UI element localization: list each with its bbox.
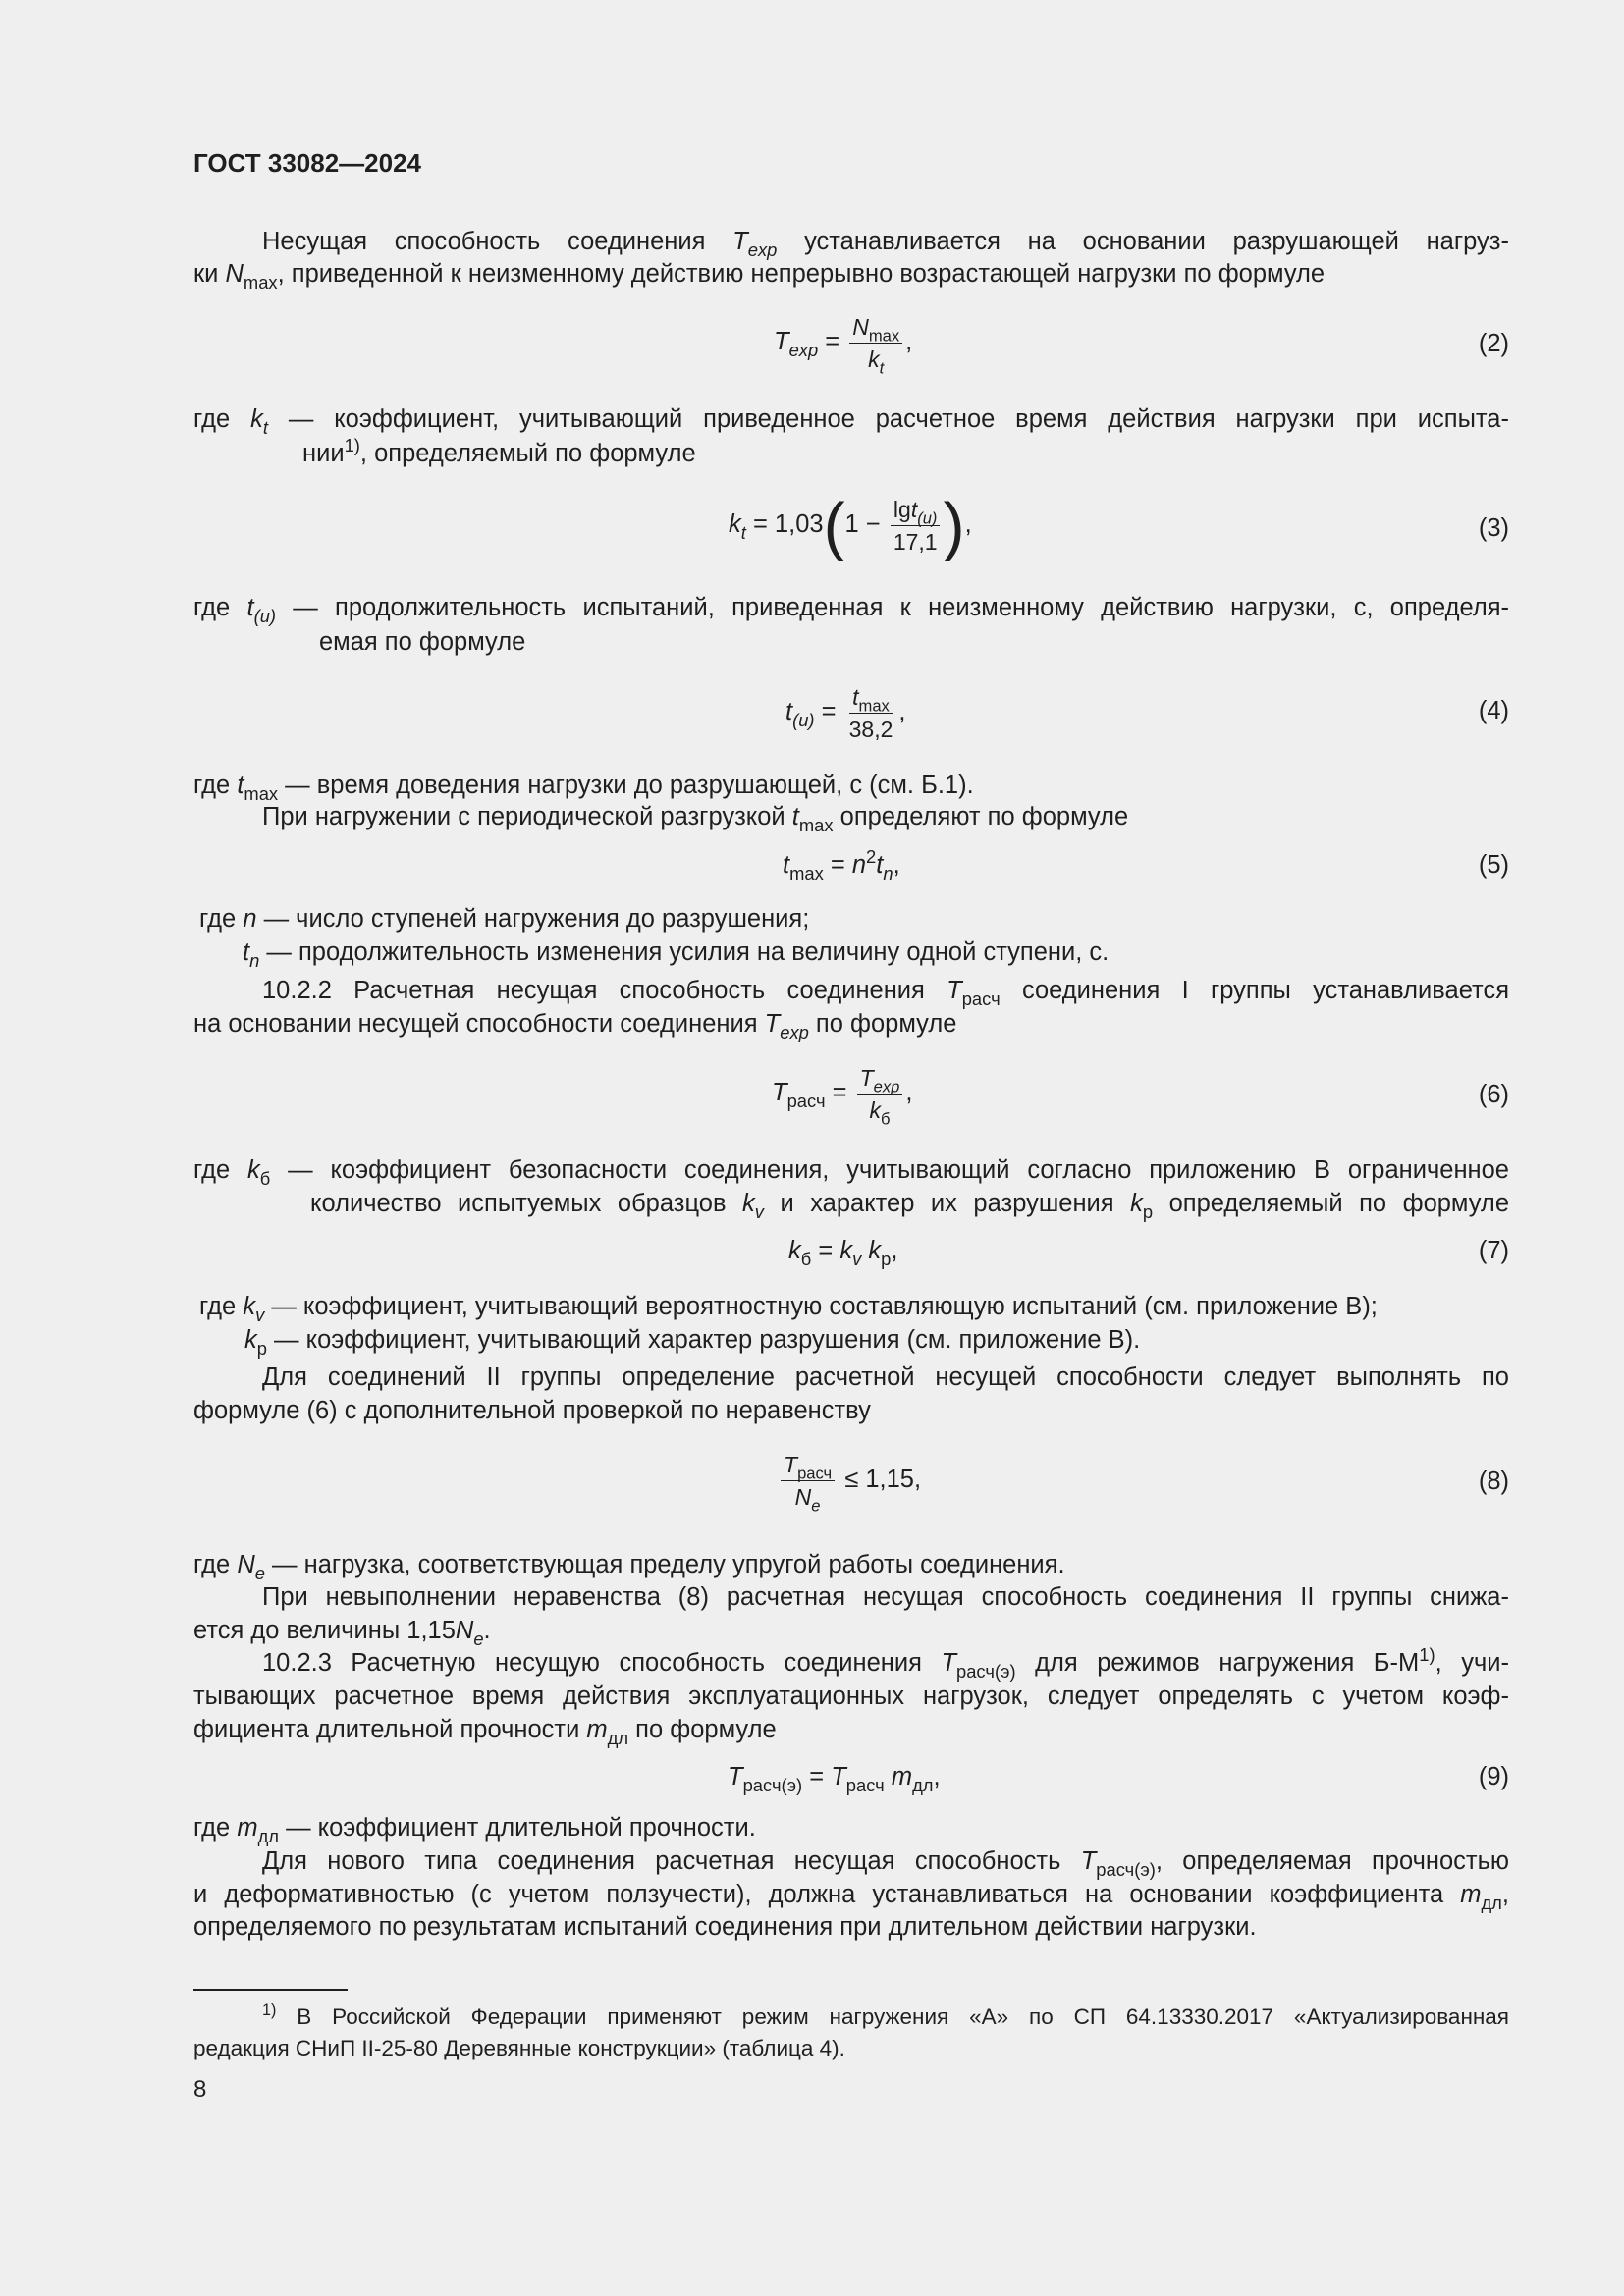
equation-4: $t_{(u)}$ = $\frac{t_{max}}{38,2}$ , [785, 683, 906, 742]
where-kp: $k_р$ — коэффициент, учитывающий характер разрушения (см. приложение В). [244, 1326, 1141, 1359]
equation-number-5: (5) [1478, 851, 1509, 879]
equation-6: $T_{расч}$ = $\frac{T_{exp}}{k_б}$ , [772, 1064, 913, 1129]
section-10-2-3-line-2: тывающих расчетное время действия эксплуатационных нагрузок, следует определять с учетом коэф- [193, 1682, 1509, 1710]
paragraph-group-2-line-1: Для соединений II группы определение расчетной несущей способности следует выполнять по [262, 1363, 1509, 1391]
equation-number-4: (4) [1478, 697, 1509, 724]
equation-5: $t_{max} = n^2t_n$, [783, 845, 900, 883]
where-tmax: где $t_{max}$ — время доведения нагрузки до разрушающей, с (см. Б.1). [193, 772, 974, 804]
footnote-line-2: редакция СНиП II-25-80 Деревянные конструкции» (таблица 4). [193, 2036, 845, 2060]
section-10-2-3-line-3: фициента длительной прочности $m_{дл}$ по формуле [193, 1716, 777, 1748]
document-header: ГОСТ 33082—2024 [193, 148, 421, 178]
equation-2: $T_{exp}$ = $\frac{N_{max}}{k_t}$ , [774, 313, 913, 378]
equation-number-9: (9) [1478, 1763, 1509, 1790]
equation-number-3: (3) [1478, 514, 1509, 542]
equation-8: $\frac{T_{расч}}{N_e}$ ≤ 1,15, [778, 1445, 921, 1514]
page-number: 8 [193, 2076, 207, 2103]
equation-number-2: (2) [1478, 330, 1509, 357]
equation-number-8: (8) [1478, 1468, 1509, 1495]
equation-9: $T_{расч(э)} = T_{расч}$ $m_{дл}$, [728, 1763, 941, 1795]
where-tu-line-1: где $t_{(u)}$ — продолжительность испытаний, приведенная к неизменному действию нагрузки, с, определя- [193, 594, 1509, 626]
where-kv: где $k_v$ — коэффициент, учитывающий вероятностную составляющую испытаний (см. приложение В); [199, 1293, 1378, 1325]
section-10-2-3-line-1: 10.2.3 Расчетную несущую способность соединения $T_{расч(э)}$ для режимов нагружения $Б-М^{1)}$, учи- [262, 1643, 1509, 1682]
paragraph-periodic: При нагружении с периодической разгрузкой $t_{max}$ определяют по формуле [262, 803, 1129, 835]
where-kb-line-1: где $k_б$ — коэффициент безопасности соединения, учитывающий согласно приложению В ограниченное [193, 1156, 1509, 1189]
where-mdl: где $m_{дл}$ — коэффициент длительной прочности. [193, 1814, 756, 1846]
where-tn: $t_n$ — продолжительность изменения усилия на величину одной ступени, с. [243, 938, 1110, 971]
paragraph-new-type-line-2: и деформативностью (с учетом ползучести), должна устанавливаться на основании коэффициента $m_{дл}$, [193, 1881, 1509, 1913]
paragraph-group-2-line-2: формуле (6) с дополнительной проверкой по неравенству [193, 1397, 871, 1424]
where-kt-line-2: нии$^{1)}$, определяемый по формуле [302, 434, 696, 467]
where-tu-line-2: емая по формуле [319, 628, 526, 656]
where-kb-line-2: количество испытуемых образцов $k_v$ и характер их разрушения $k_р$ определяемый по формуле [310, 1190, 1509, 1222]
equation-number-7: (7) [1478, 1237, 1509, 1264]
where-ne: где $N_e$ — нагрузка, соответствующая пределу упругой работы соединения. [193, 1551, 1065, 1583]
equation-3: $k_t = 1,03(1$ − $\frac{\lg t_{(u)}}{17,1}$ ), [729, 489, 972, 562]
where-kt-line-1: где $k_t$ — коэффициент, учитывающий приведенное расчетное время действия нагрузки при испыта- [193, 405, 1509, 438]
footnote-divider [193, 1989, 348, 1991]
paragraph-1-line-1: Несущая способность соединения $T_{exp}$ устанавливается на основании разрушающей нагруз- [262, 228, 1509, 260]
section-10-2-2-line-1: 10.2.2 Расчетная несущая способность соединения $T_{расч}$ соединения I группы устанавливается [262, 977, 1509, 1009]
paragraph-1-line-2: ки $N_{max}$, приведенной к неизменному действию непрерывно возрастающей нагрузки по формуле [193, 260, 1326, 293]
equation-number-6: (6) [1478, 1081, 1509, 1108]
paragraph-inequality-line-1: При невыполнении неравенства (8) расчетная несущая способность соединения II группы снижа- [262, 1583, 1509, 1611]
paragraph-inequality-line-2: ется до величины $1,15N_e$. [193, 1617, 491, 1649]
section-10-2-2-line-2: на основании несущей способности соединения $T_{exp}$ по формуле [193, 1010, 957, 1042]
paragraph-new-type-line-3: определяемого по результатам испытаний соединения при длительном действии нагрузки. [193, 1913, 1257, 1941]
equation-7: $k_б = k_v$ $k_р$, [788, 1237, 898, 1269]
where-n: где n — число ступеней нагружения до разрушения; [199, 905, 810, 933]
paragraph-new-type-line-1: Для нового типа соединения расчетная несущая способность $T_{расч(э)}$, определяемая прочностью [262, 1847, 1510, 1880]
footnote-line-1: $^{1)}$ В Российской Федерации применяют режим нагружения «А» по СП 64.13330.2017 «Актуализированная [262, 2002, 1509, 2029]
